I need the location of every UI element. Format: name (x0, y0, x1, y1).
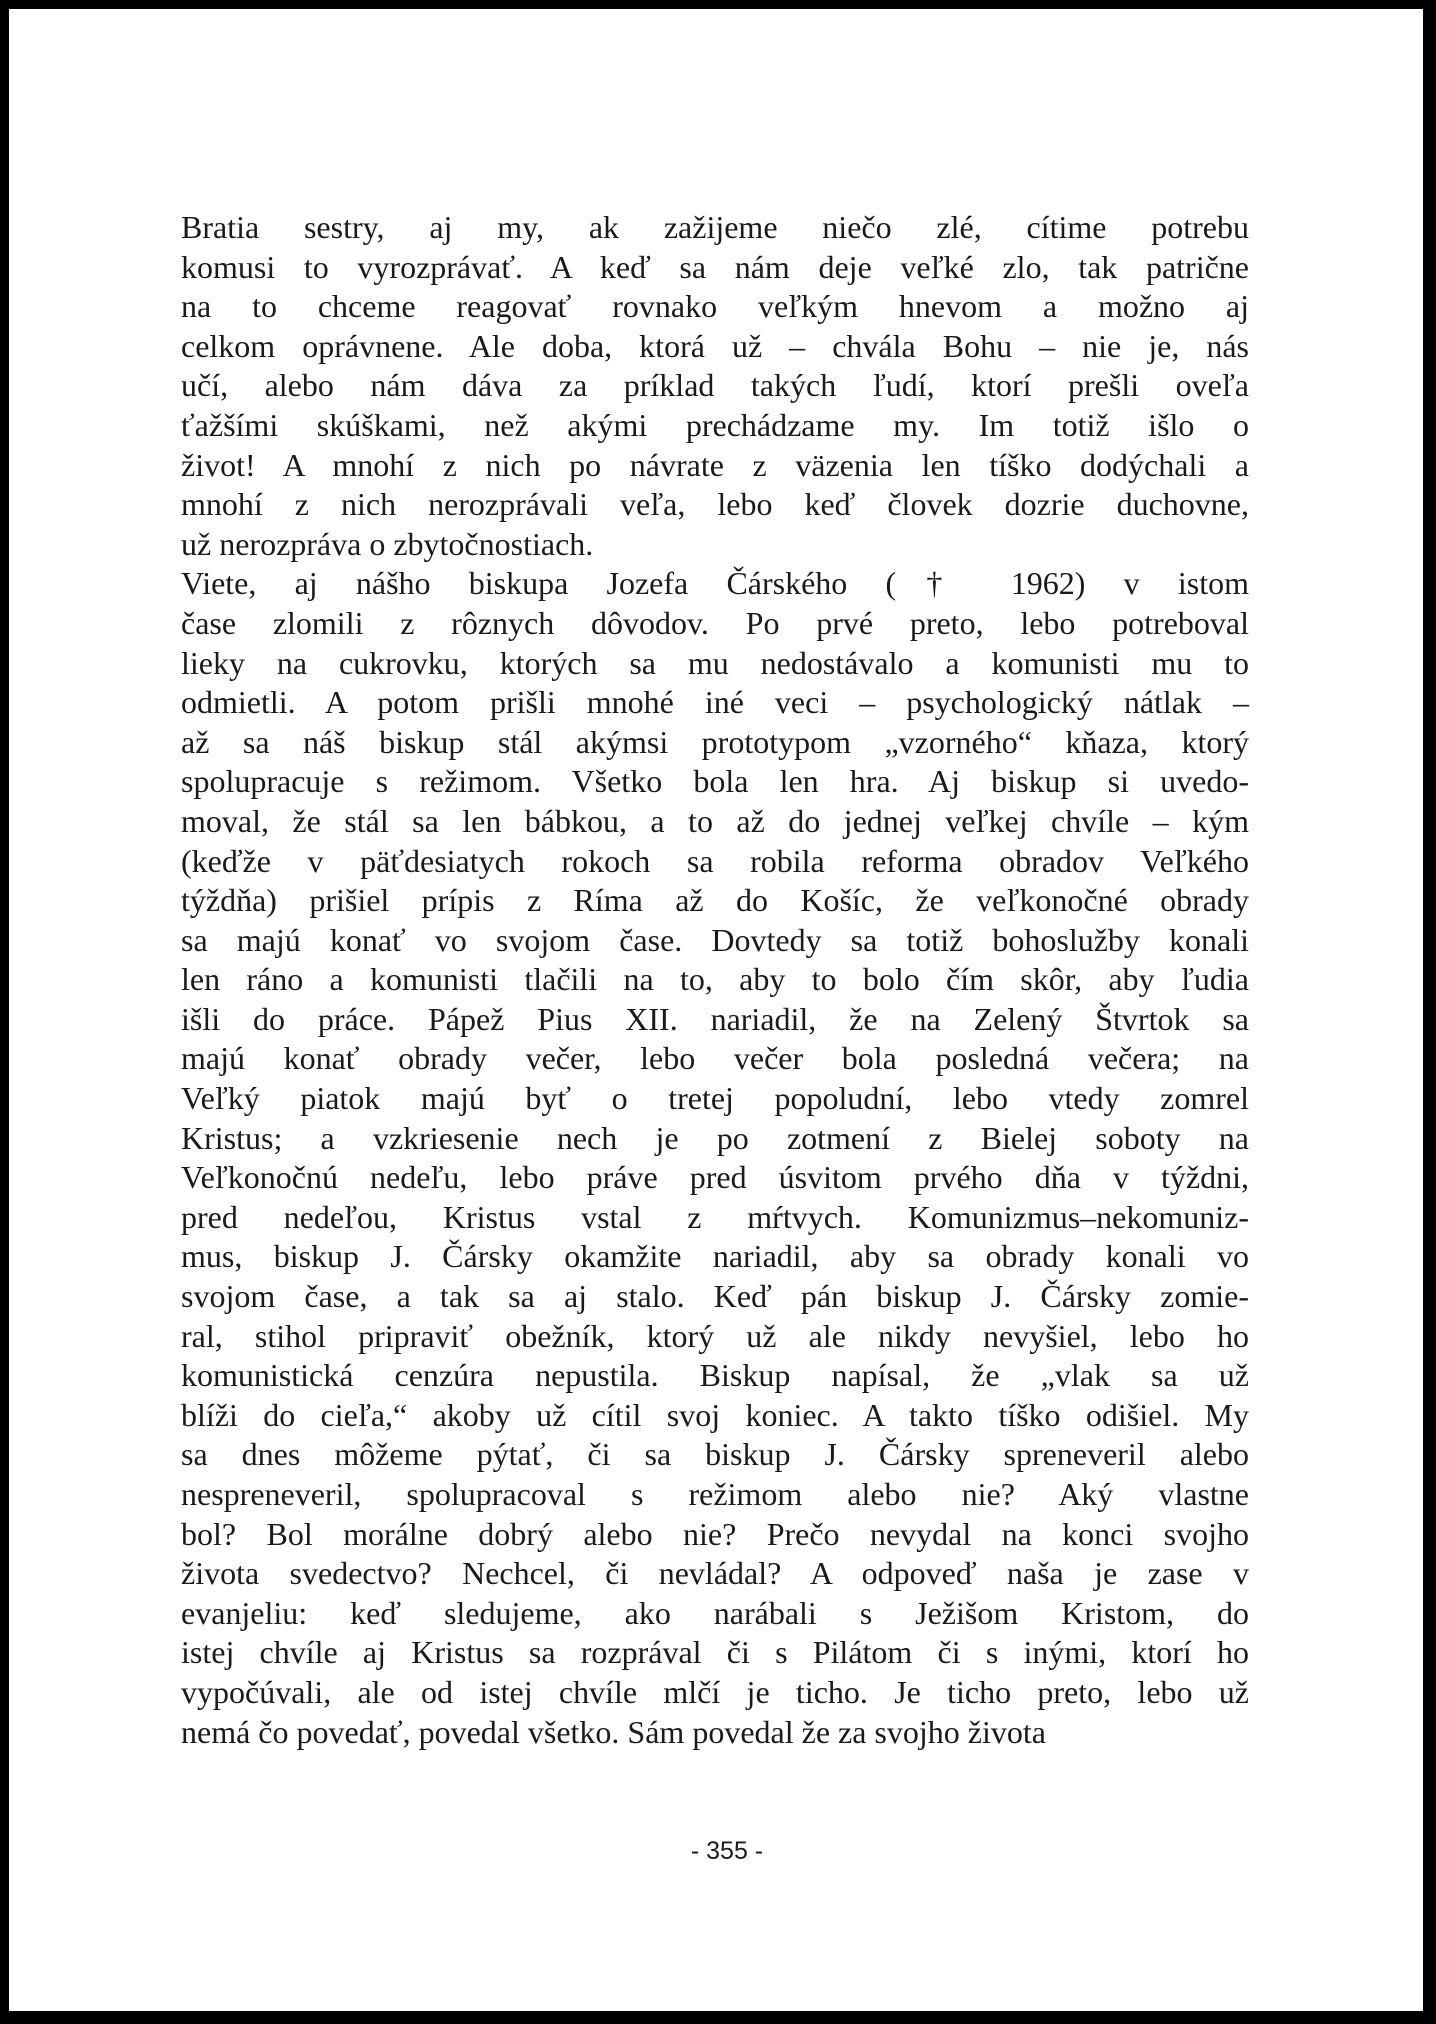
text-line: mnohí z nich nerozprávali veľa, lebo keď človek dozrie duchovne, (181, 486, 1249, 523)
text-line: ral, stihol pripraviť obežník, ktorý už ale nikdy nevyšiel, lebo ho (181, 1317, 1249, 1354)
text-line: až sa náš biskup stál akýmsi prototypom „vzorného“ kňaza, ktorý (181, 723, 1249, 760)
text-line: učí, alebo nám dáva za príklad takých ľudí, ktorí prešli oveľa (181, 367, 1249, 404)
text-line: istej chvíle aj Kristus sa rozprával či s Pilátom či s inými, ktorí ho (181, 1634, 1249, 1671)
text-line: už nerozpráva o zbytočnostiach. (181, 525, 594, 562)
text-line: svojom čase, a tak sa aj stalo. Keď pán biskup J. Čársky zomie- (181, 1278, 1249, 1315)
page-number: - 355 - (690, 1837, 764, 1865)
text-line: spolupracuje s režimom. Všetko bola len hra. Aj biskup si uvedo- (181, 763, 1249, 800)
paragraph (181, 208, 1249, 564)
text-line: odmietli. A potom prišli mnohé iné veci – psychologický nátlak – (181, 684, 1249, 721)
paragraph (181, 564, 1249, 1752)
text-line: (keďže v päťdesiatych rokoch sa robila reforma obradov Veľkého (181, 842, 1249, 879)
text-line: Veľký piatok majú byť o tretej popoludní, lebo vtedy zomrel (181, 1080, 1249, 1117)
text-line: sa dnes môžeme pýtať, či sa biskup J. Čársky spreneveril alebo (181, 1436, 1249, 1473)
text-line: celkom oprávnene. Ale doba, ktorá už – chvála Bohu – nie je, nás (181, 327, 1249, 364)
text-line: Bratia sestry, aj my, ak zažijeme niečo zlé, cítime potrebu (181, 209, 1249, 245)
text-line: moval, že stál sa len bábkou, a to až do jednej veľkej chvíle – kým (181, 802, 1249, 839)
text-line: blíži do cieľa,“ akoby už cítil svoj koniec. A takto tíško odišiel. My (181, 1396, 1249, 1433)
text-line: života svedectvo? Nechcel, či nevládal? A odpoveď naša je zase v (181, 1555, 1249, 1592)
text-line: bol? Bol morálne dobrý alebo nie? Prečo nevydal na konci svojho (181, 1515, 1249, 1552)
text-line: Viete, aj nášho biskupa Jozefa Čárského († 1962) v istom (181, 565, 1249, 602)
text-line: Kristus; a vzkriesenie nech je po zotmení z Bielej soboty na (181, 1119, 1249, 1156)
text-line: pred nedeľou, Kristus vstal z mŕtvych. Komunizmus–nekomuniz- (181, 1198, 1249, 1235)
text-line: nemá čo povedať, povedal všetko. Sám povedal že za svojho života (181, 1713, 1046, 1750)
text-line: len ráno a komunisti tlačili na to, aby to bolo čím skôr, aby ľudia (181, 961, 1249, 998)
text-line: lieky na cukrovku, ktorých sa mu nedostávalo a komunisti mu to (181, 644, 1249, 681)
text-line: vypočúvali, ale od istej chvíle mlčí je ticho. Je ticho preto, lebo už (181, 1673, 1249, 1710)
text-line: evanjeliu: keď sledujeme, ako narábali s Ježišom Kristom, do (181, 1594, 1249, 1631)
text-line: išli do práce. Pápež Pius XII. nariadil, že na Zelený Štvrtok sa (181, 1000, 1249, 1037)
text-line: čase zlomili z rôznych dôvodov. Po prvé preto, lebo potreboval (181, 604, 1249, 641)
text-line: život! A mnohí z nich po návrate z väzenia len tíško dodýchali a (181, 446, 1249, 483)
text-line: ťažšími skúškami, než akými prechádzame my. Im totiž išlo o (181, 406, 1249, 443)
text-line: na to chceme reagovať rovnako veľkým hnevom a možno aj (181, 288, 1249, 325)
text-line: majú konať obrady večer, lebo večer bola posledná večera; na (181, 1040, 1249, 1077)
body-text (181, 208, 1249, 1752)
text-line: komunistická cenzúra nepustila. Biskup napísal, že „vlak sa už (181, 1357, 1249, 1394)
text-line: komusi to vyrozprávať. A keď sa nám deje veľké zlo, tak patrične (181, 248, 1249, 285)
text-line: mus, biskup J. Čársky okamžite nariadil, aby sa obrady konali vo (181, 1238, 1249, 1275)
text-line: týždňa) prišiel prípis z Ríma až do Košíc, že veľkonočné obrady (181, 882, 1249, 919)
text-line: sa majú konať vo svojom čase. Dovtedy sa totiž bohoslužby konali (181, 921, 1249, 958)
text-line: nespreneveril, spolupracoval s režimom alebo nie? Aký vlastne (181, 1476, 1249, 1512)
text-line: Veľkonočnú nedeľu, lebo práve pred úsvitom prvého dňa v týždni, (181, 1159, 1249, 1196)
